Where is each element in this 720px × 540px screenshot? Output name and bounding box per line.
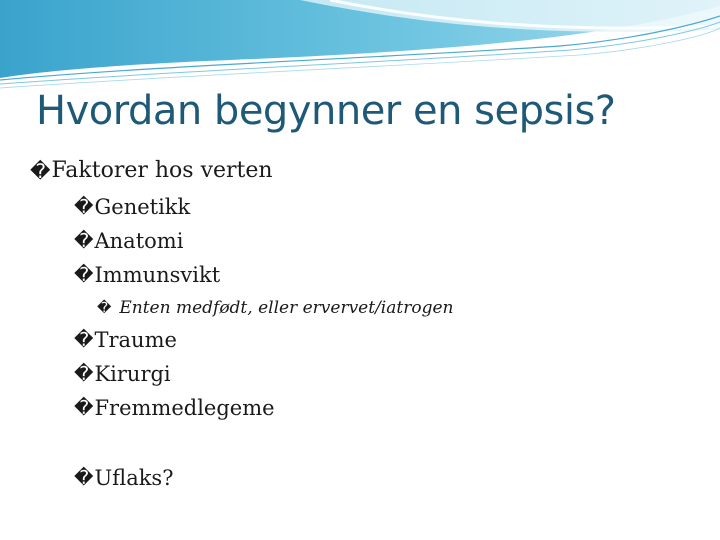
- bullet-item: [74, 195, 190, 219]
- bullet-marker-icon: �: [97, 300, 112, 316]
- bullet-item: [74, 396, 275, 420]
- bullet-text: Uflaks?: [94, 466, 174, 490]
- bullet-text: Fremmedlegeme: [94, 396, 275, 420]
- bullet-marker-icon: �: [74, 363, 94, 385]
- slide-title: Hvordan begynner en sepsis?: [36, 88, 616, 134]
- sub-bullet-item: [97, 298, 453, 318]
- bullet-marker-icon: �: [74, 329, 94, 351]
- bullet-text: Traume: [94, 328, 177, 352]
- bullet-item: [74, 229, 183, 253]
- bullet-text: Faktorer hos verten: [51, 158, 273, 183]
- bullet-marker-icon: �: [74, 230, 94, 252]
- header-wave-decoration: [0, 0, 720, 90]
- bullet-marker-icon: �: [30, 158, 51, 183]
- bullet-marker-icon: �: [74, 467, 94, 489]
- bullet-item: [74, 263, 220, 287]
- bullet-item: [74, 362, 171, 386]
- bullet-text: Enten medfødt, eller ervervet/iatrogen: [119, 298, 454, 318]
- bullet-marker-icon: �: [74, 397, 94, 419]
- bullet-text: Kirurgi: [94, 362, 171, 386]
- bullet-marker-icon: �: [74, 196, 94, 218]
- bullet-marker-icon: �: [74, 264, 94, 286]
- bullet-item: [74, 328, 177, 352]
- bullet-text: Anatomi: [94, 229, 184, 253]
- bullet-item: [30, 158, 273, 183]
- bullet-text: Immunsvikt: [94, 263, 221, 287]
- bullet-text: Genetikk: [94, 195, 191, 219]
- bullet-item: [74, 466, 173, 490]
